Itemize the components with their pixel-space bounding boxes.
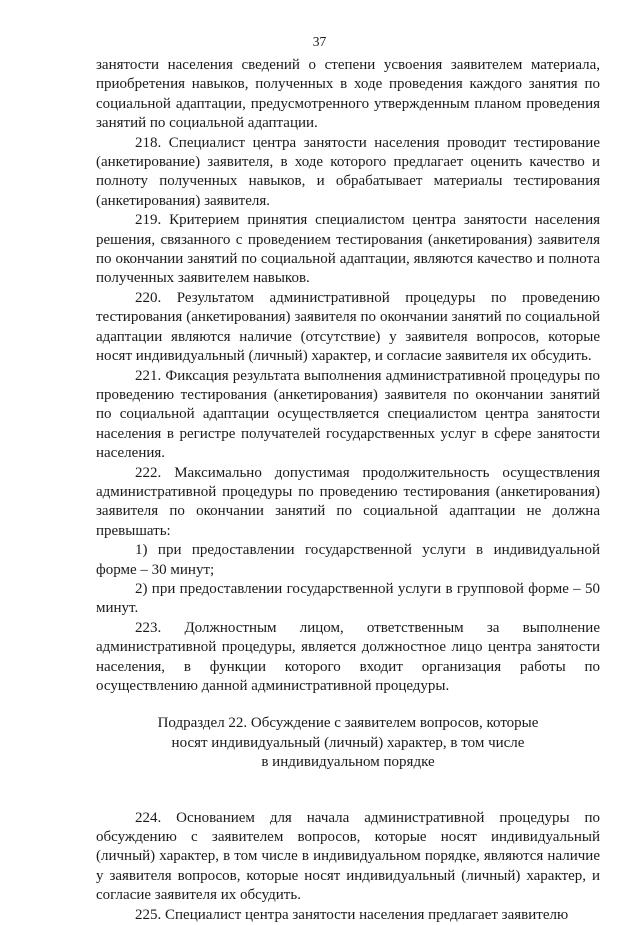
subsection-heading-line-2: носят индивидуальный (личный) характер, в том числе [171, 734, 525, 751]
subsection-heading [96, 714, 600, 772]
paragraph-222: 222. Максимально допустимая продолжительность осуществления административной процедуры по проведению тестирования (анкетирования) заявителя по окончании занятий по социальной адаптации не должна превышать: [96, 464, 600, 539]
paragraph-221: 221. Фиксация результата выполнения административной процедуры по проведению тестирования (анкетирования) заявителя по окончании занятий по социальной адаптации осуществляется специалистом центра занятости населения в регистре получателей государственных услуг в сфере занятости населения. [96, 367, 600, 462]
page-number: 37 [312, 34, 327, 49]
paragraph-223: 223. Должностным лицом, ответственным за выполнение административной процедуры, является должностное лицо центра занятости населения, в функции которого входит организация работы по осуществлению данной административной процедуры. [96, 619, 600, 694]
paragraph-224: 224. Основанием для начала административной процедуры по обсуждению с заявителем вопросов, которые носят индивидуальный (личный) характер, в том числе в индивидуальном порядке, являются наличие у заявителя вопросов, которые носят индивидуальный (личный) характер, и согласие заявителя их обсудить. [96, 809, 600, 904]
paragraph-222-item-2: 2) при предоставлении государственной услуги в групповой форме – 50 минут. [96, 580, 600, 617]
page-content [96, 56, 600, 925]
subsection-heading-line-1: Подраздел 22. Обсуждение с заявителем вопросов, которые [157, 715, 539, 732]
paragraph-225: 225. Специалист центра занятости населения предлагает заявителю [135, 906, 569, 923]
paragraph-218: 218. Специалист центра занятости населения проводит тестирование (анкетирование) заявителя, в ходе которого предлагает оценить качество и полноту полученных навыков, и обрабатывает материалы тестирования (анкетирования) заявителя. [96, 134, 600, 209]
paragraph-continuation: занятости населения сведений о степени усвоения заявителем материала, приобретения навыков, полученных в ходе проведения каждого занятия по социальной адаптации, предусмотренного утвержденным планом проведения занятий по социальной адаптации. [96, 57, 600, 132]
paragraph-222-item-1: 1) при предоставлении государственной услуги в индивидуальной форме – 30 минут; [96, 542, 600, 578]
paragraph-219: 219. Критерием принятия специалистом центра занятости населения решения, связанного с проведением тестирования (анкетирования) заявителя по окончании занятий по социальной адаптации, являются качество и полнота полученных заявителем навыков. [96, 212, 600, 287]
subsection-heading-line-3: в индивидуальном порядке [261, 754, 435, 771]
paragraph-220: 220. Результатом административной процедуры по проведению тестирования (анкетирования) заявителя по окончании занятий по социальной адаптации являются наличие (отсутствие) у заявителя вопросов, которые носят индивидуальный (личный) характер, и согласие заявителя их обсудить. [96, 289, 600, 365]
